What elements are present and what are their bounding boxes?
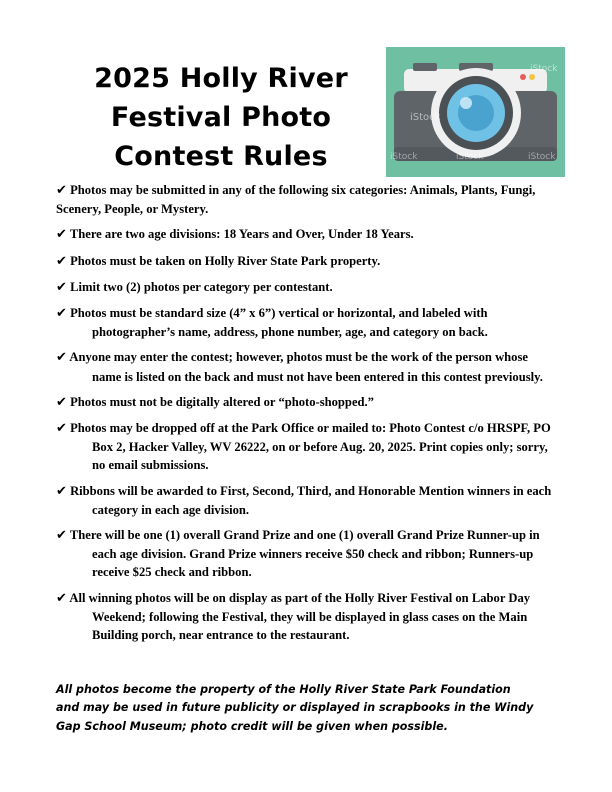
rule-item [56, 278, 556, 297]
rule-item [56, 252, 556, 271]
rule-item [56, 304, 556, 341]
camera-icon [386, 47, 565, 177]
footer-line: and may be used in future publicity or displayed in scrapbooks in the Windy [56, 701, 534, 715]
camera-indicator-light [529, 74, 535, 80]
watermark-text: iStock [390, 152, 418, 162]
rule-item [56, 526, 556, 582]
watermark-text: iStock [456, 152, 484, 162]
footer-line: Gap School Museum; photo credit will be given when possible. [56, 719, 448, 733]
rule-text: Photos must be taken on Holly River State Park property. [70, 253, 381, 268]
watermark-text: iStock [410, 112, 441, 123]
title-line: Contest Rules [114, 141, 328, 172]
rule-item [56, 419, 556, 475]
footer-line: All photos become the property of the Holly River State Park Foundation [56, 683, 511, 696]
footer-note [56, 681, 561, 736]
rule-item [56, 393, 556, 412]
rule-text: There are two age divisions: 18 Years and Over, Under 18 Years. [69, 227, 414, 242]
rule-text: Photos may be submitted in any of the following six categories: Animals, Plants, Fungi, Scenery, People, or Mystery. [56, 183, 536, 217]
rule-text: Photos may be dropped off at the Park Office or mailed to: Photo Contest c/o HRSPF, PO Box 2, Hacker Valley, WV 26222, on or before Aug. 20, 2025. Print copies only; sorry, no email submissions. [70, 421, 551, 473]
rule-item [56, 482, 556, 519]
rules-list [56, 181, 556, 651]
check-icon: ✔ [56, 394, 67, 410]
check-icon: ✔ [56, 227, 67, 243]
rule-text: Photos must not be digitally altered or “photo-shopped.” [70, 394, 374, 409]
title-line: 2025 Holly River [94, 63, 348, 94]
rule-item [56, 589, 556, 645]
check-icon: ✔ [56, 528, 67, 544]
check-icon: ✔ [56, 253, 67, 269]
rule-item [56, 225, 556, 244]
rule-text: Photos must be standard size (4” x 6”) vertical or horizontal, and labeled with photographer’s name, address, phone number, age, and category on back. [70, 306, 488, 340]
camera-shutter-button [413, 63, 437, 71]
rule-text: All winning photos will be on display as part of the Holly River Festival on Labor Day Weekend; following the Festival, they will be displayed in glass cases on the Main Building porch, near entrance to the restaurant. [69, 590, 531, 643]
rule-item [56, 181, 556, 218]
rule-text: Ribbons will be awarded to First, Second, Third, and Honorable Mention winners in each category in each age division. [70, 483, 552, 517]
camera-indicator-light [520, 74, 526, 80]
check-icon: ✔ [56, 279, 67, 295]
camera-lens-highlight [460, 97, 472, 109]
check-icon: ✔ [56, 306, 67, 322]
rule-text: Limit two (2) photos per category per contestant. [70, 279, 333, 294]
check-icon: ✔ [56, 421, 67, 437]
watermark-text: iStock [528, 152, 556, 162]
check-icon: ✔ [56, 350, 67, 366]
title-line: Festival Photo [110, 102, 332, 133]
page-title [62, 59, 380, 176]
watermark-text: iStock [530, 64, 558, 74]
rule-text: There will be one (1) overall Grand Prize and one (1) overall Grand Prize Runner-up in each age division. Grand Prize winners receive $50 check and ribbon; Runners-up receive $25 check and ribbon. [69, 528, 540, 580]
rule-text: Anyone may enter the contest; however, photos must be the work of the person whose name is listed on the back and must not have been entered in this contest previously. [69, 350, 543, 384]
rule-item [56, 348, 556, 385]
check-icon: ✔ [56, 183, 67, 198]
check-icon: ✔ [56, 590, 67, 606]
check-icon: ✔ [56, 483, 67, 499]
